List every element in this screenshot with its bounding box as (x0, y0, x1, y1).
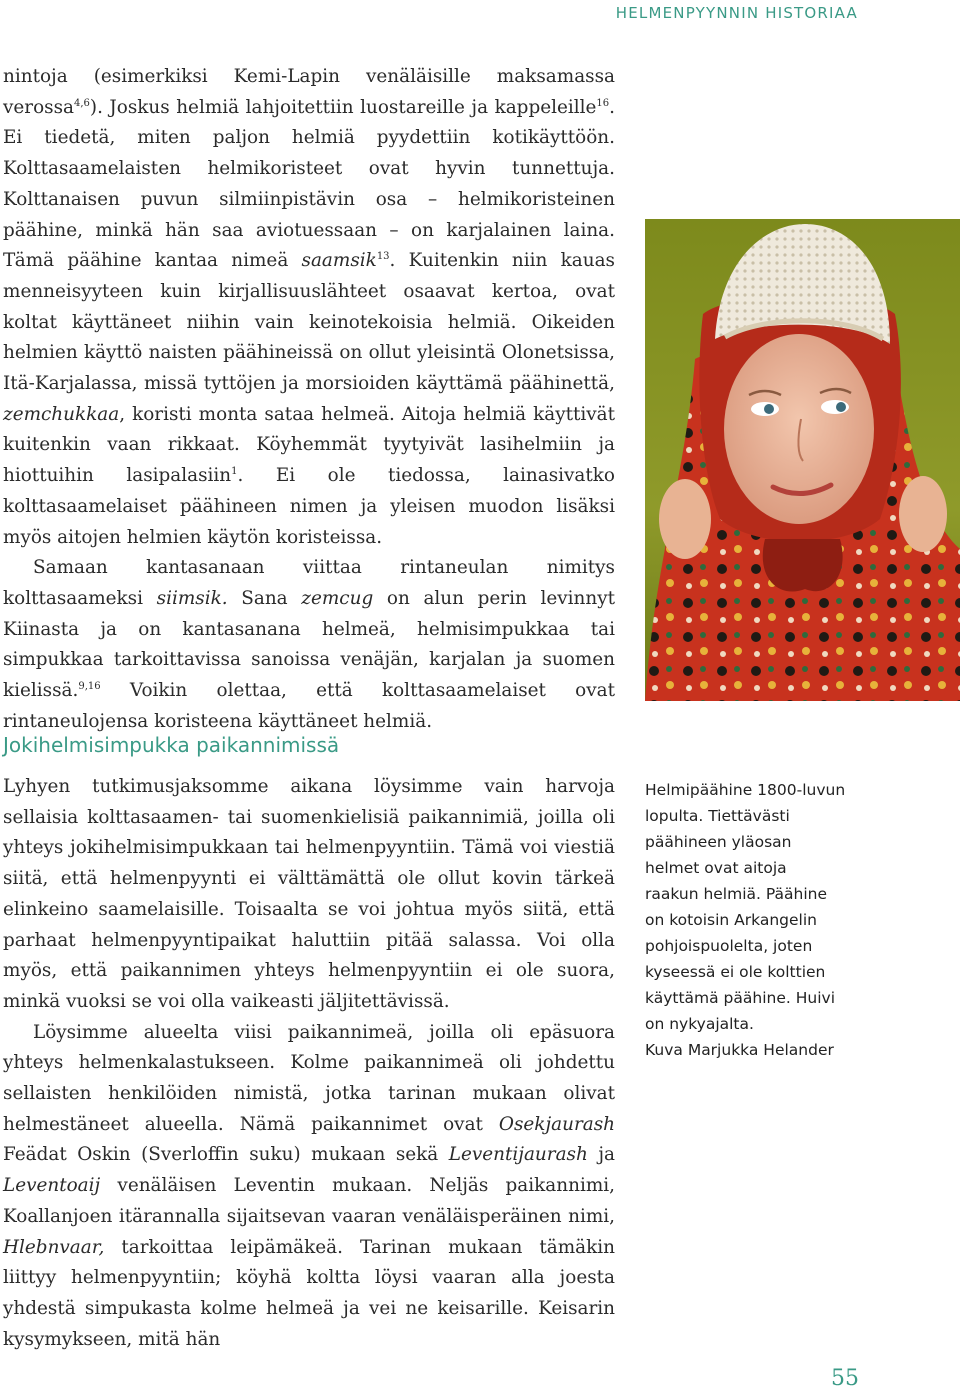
text-run: nintoja (esimerkiksi Kemi-Lapin venäläisille maksamassa verossa (3, 66, 615, 118)
text-run: , koristi monta sataa helmeä. Aitoja helmiä käyttivät kuitenkin vaan rikkaat. Köyhemmät tyytyivät lasihelmiin ja hiottuihin lasipalasiin (3, 403, 615, 487)
paragraph: Lyhyen tutkimusjaksomme aikana löysimme vain harvoja sellaisia kolttasaamen- tai suomenkielisiä paikannimiä, joilla oli yhteys jokihelmisimpukkaan tai helmenpyyntiin. Tämä voi viestiä siitä, että helmenpyynti ei välttämättä ole ollut kovin tärkeä elinkeino saamelaisille. Toisaalta se voi johtua myös siitä, että parhaat helmenpyyntipaikat haluttiin pitää salassa. Voi olla myös, että paikannimen yhteys helmenpyyntiin ei ole suora, minkä vuoksi se voi olla vaikeasti jäljitettävissä. (3, 776, 615, 1012)
paragraph (3, 553, 615, 737)
footnote-ref: 13 (376, 251, 390, 263)
text-run: Löysimme alueelta viisi paikannimeä, joilla oli epäsuora yhteys helmenkalastukseen. Kolme paikannimeä oli johdettu sellaisten henkilöiden nimistä, jotka tarinan mukaan olivat helmestäneet alueella. Nämä paikannimet ovat (3, 1021, 615, 1135)
section-heading: Jokihelmisimpukka paikannimissä (3, 733, 340, 757)
photo-caption (645, 777, 877, 1063)
running-head: HELMENPYYNNIN HISTORIAA (615, 4, 858, 22)
body-text-column-2 (3, 772, 615, 1355)
text-run: Feädat Oskin (Sverloffin suku) mukaan sekä (3, 1144, 449, 1166)
text-run: Samaan kantasanaan viittaa rintaneulan nimitys kolttasaameksi (3, 557, 615, 609)
caption-line: Kuva Marjukka Helander (645, 1041, 834, 1059)
caption-line: on kotoisin Arkangelin (645, 911, 817, 929)
italic-term: zemchukkaa (3, 403, 120, 425)
text-run: . Ei ole tiedossa, lainasivatko kolttasaamelaiset päähineen nimen ja yleisen muodon lisäksi myös aitojen helmien käytön koristeissa. (3, 465, 615, 548)
text-run: ). Joskus helmiä lahjoitettiin luostareille ja kappeleille (89, 96, 597, 118)
page-number: 55 (831, 1366, 859, 1391)
caption-line: lopulta. Tiettävästi (645, 807, 790, 825)
caption-line: Helmipäähine 1800-luvun (645, 781, 846, 799)
italic-term: siimsik. (156, 587, 228, 609)
footnote-ref: 1 (231, 466, 238, 478)
italic-term: saamsik (301, 250, 377, 272)
text-run: tarkoittaa leipämäkeä. Tarinan mukaan tämäkin liittyy helmenpyyntiin; köyhä koltta löysi vaaran alla joesta yhdestä simpukasta kolme helmeä ja vei ne keisarille. Keisarin kysymykseen, mitä hän (3, 1236, 615, 1350)
italic-term: Osekjaurash (498, 1113, 615, 1135)
text-run: venäläisen Leventin mukaan. Neljäs paikannimi, Koallanjoen itärannalla sijaitsevan vaaran venäläisperäinen nimi, (3, 1175, 615, 1227)
text-run: . Ei tiedetä, miten paljon helmiä pyydettiin kotikäyttöön. Kolttasaamelaisten helmikoristeet ovat hyvin tunnettuja. Kolttanaisen puvun silmiinpistävin osa – helmikoristeinen päähine, minkä hän saa aviotuessaan – on karjalainen laina. Tämä päähine kantaa nimeä (3, 96, 615, 272)
italic-term: Leventoaij (3, 1175, 101, 1197)
text-run: . Kuitenkin niin kauas menneisyyteen kuin kirjallisuuslähteet osaavat kertoa, ovat koltat käyttäneet niihin vain keinotekoisia helmiä. Oikeiden helmien käyttö naisten päähineissä on ollut yleisintä Olonetsissa, Itä-Karjalassa, missä tyttöjen ja morsioiden käyttämä päähinettä, (3, 250, 615, 395)
headdress-photo (645, 219, 960, 701)
paragraph (3, 62, 615, 553)
caption-line: on nykyajalta. (645, 1015, 754, 1033)
footnote-ref: 4,6 (73, 97, 90, 109)
caption-line: raakun helmiä. Päähine (645, 885, 828, 903)
paragraph (3, 1018, 615, 1356)
text-run: Sana (227, 587, 302, 609)
footnote-ref: 9,16 (78, 680, 101, 692)
italic-term: Hlebnvaar, (3, 1236, 105, 1258)
text-run: Voikin olettaa, että kolttasaamelaiset ovat rintaneulojensa koristeena käyttäneet helmiä. (3, 680, 615, 732)
italic-term: zemcug (301, 587, 374, 609)
caption-line: päähineen yläosan (645, 833, 792, 851)
caption-line: käyttämä päähine. Huivi (645, 989, 835, 1007)
caption-line: helmet ovat aitoja (645, 859, 787, 877)
text-run: on alun perin levinnyt Kiinasta ja on kantasanana helmeä, helmisimpukkaa tai simpukkaa tarkoittavissa sanoissa venäjän, karjalan ja suomen kielissä. (3, 587, 615, 702)
text-run: ja (587, 1144, 615, 1166)
caption-line: kyseessä ei ole kolttien (645, 963, 826, 981)
body-text-column-1 (3, 62, 615, 737)
caption-line: pohjoispuolelta, joten (645, 937, 813, 955)
footnote-ref: 16 (596, 97, 610, 109)
italic-term: Leventijaurash (448, 1144, 588, 1166)
